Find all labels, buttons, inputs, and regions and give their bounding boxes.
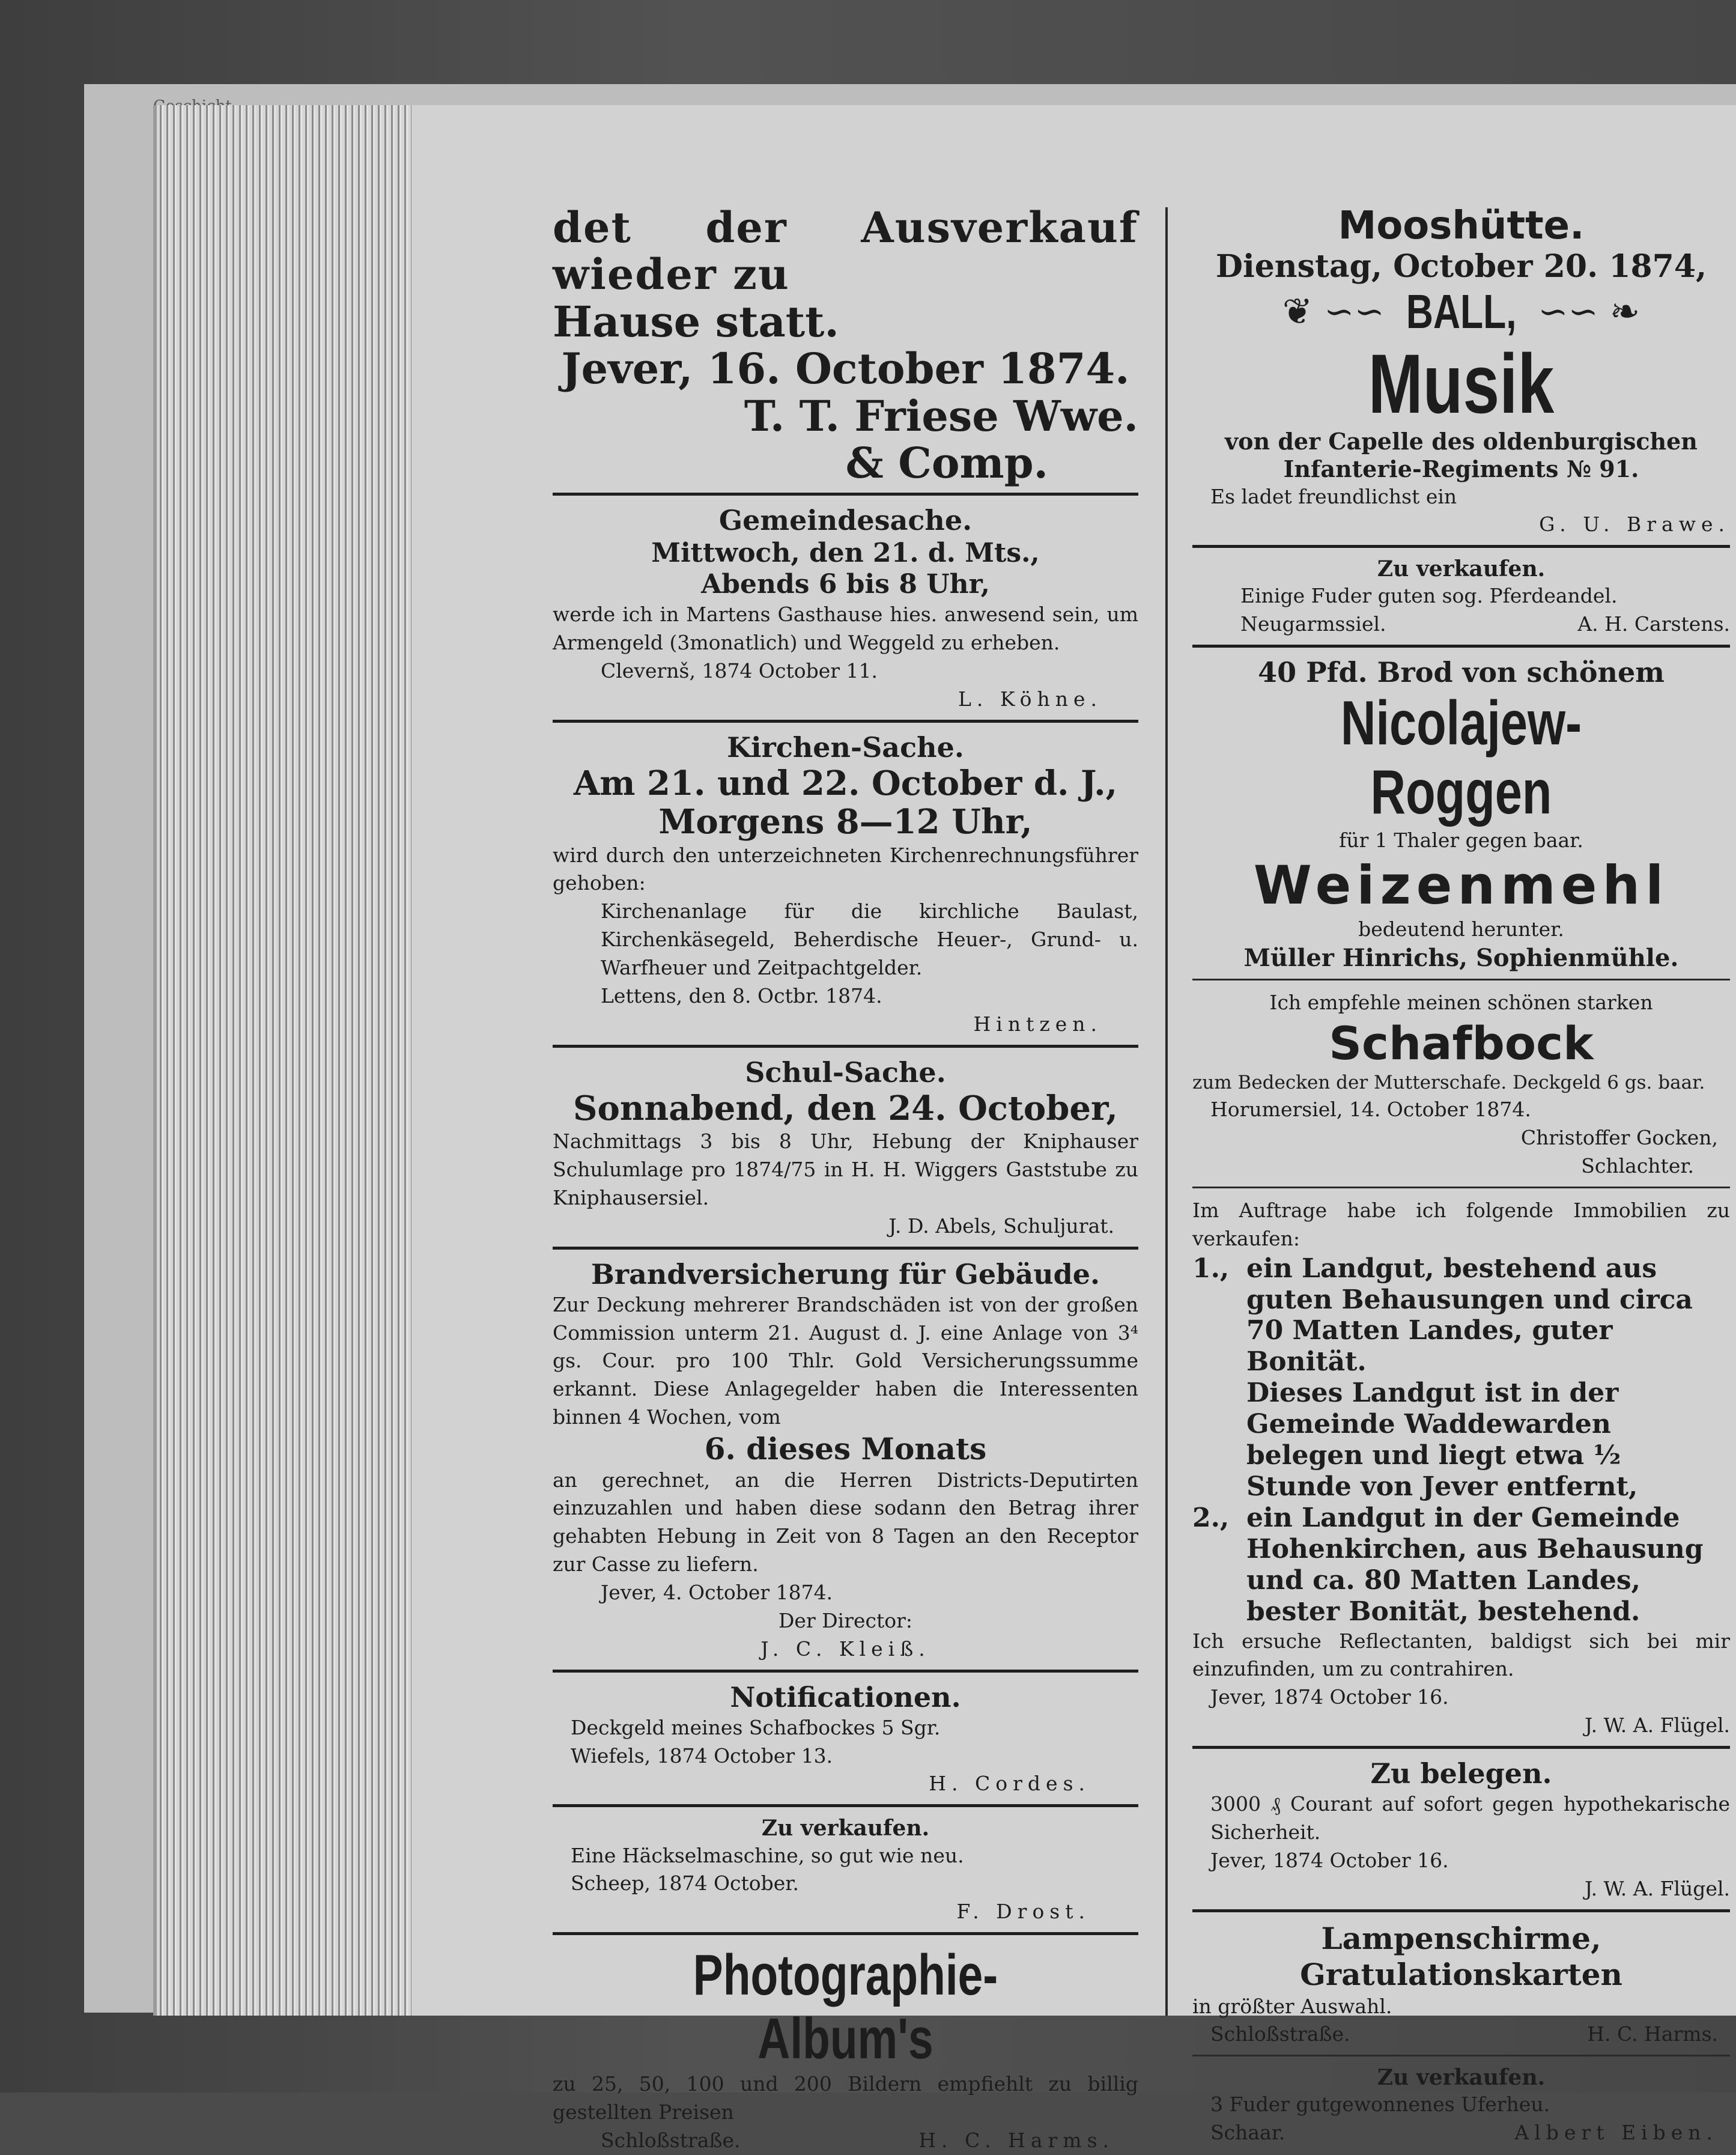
divider [1192, 1187, 1730, 1188]
left-column [553, 204, 1138, 2155]
roggen-line2: Nicolajew-Roggen [1340, 688, 1582, 827]
fuder-place: Neugarmssiel. [1240, 612, 1386, 636]
divider [1192, 1746, 1730, 1749]
divider [553, 1045, 1138, 1048]
immob-place: Jever, 1874 October 16. [1210, 1685, 1449, 1709]
kirchen-body1: wird durch den unterzeichneten Kirchenrechnungsführer gehoben: [553, 843, 1138, 895]
ufer-title: Zu verkaufen. [1377, 2065, 1546, 2091]
intro-date: Jever, 16. October 1874. [561, 344, 1130, 394]
roggen-line4: Weizenmehl [1253, 854, 1669, 917]
moos-sign: G. U. Brawe. [1539, 512, 1730, 536]
divider [1192, 545, 1730, 548]
gemeinde-place: Clevernš, 1874 October 11. [601, 658, 878, 682]
flourish-right-icon: ∽∽ ❧ [1538, 291, 1640, 333]
moos-line1: von der Capelle des oldenburgischen [1225, 428, 1698, 455]
belegen-sign: J. W. A. Flügel. [1585, 1876, 1730, 1900]
fuder-sign: A. H. Carstens. [1577, 612, 1730, 636]
photo-title: Photographie-Album's [693, 1943, 998, 2071]
brand-sign: J. C. Kleiß. [760, 1637, 930, 1661]
photo-footer [553, 2127, 1138, 2155]
notif-sign: H. Cordes. [929, 1772, 1090, 1796]
ufer-sign: Albert Eiben. [1514, 2121, 1718, 2145]
immob-body: Ich ersuche Reflectanten, baldigst sich bei mir einzufinden, um zu contrahiren. [1192, 1629, 1730, 1681]
book-page-edges [153, 105, 415, 2016]
roggen-line3: für 1 Thaler gegen baar. [1339, 828, 1583, 853]
brand-body1: Zur Deckung mehrerer Brandschäden ist von der großen Commission unterm 21. August d. J. eine Anlage von 3⁴ gs. Cour. pro 100 Thlr. Gold Versicherungssumme erkannt. Diese Anlagegelder haben die Interessenten binnen 4 Wochen, vom [553, 1292, 1138, 1429]
lampen-title1: Lampenschirme, [1321, 1920, 1601, 1956]
intro-sign1: T. T. Friese Wwe. [744, 391, 1138, 441]
schul-sign: J. D. Abels, Schuljurat. [888, 1214, 1114, 1238]
schafbock-line1: Ich empfehle meinen schönen starken [1269, 991, 1653, 1015]
immob-num1: 1., [1192, 1253, 1230, 1284]
ball-ornament [1192, 284, 1730, 339]
immob-item1b [1192, 1378, 1730, 1503]
photo-place: Schloßstraße. [601, 2129, 741, 2152]
intro-line1: det der Ausverkauf wieder zu [553, 202, 1138, 300]
newspaper-page [411, 105, 1736, 2152]
moos-date: Dienstag, October 20. 1874, [1215, 248, 1707, 285]
kirchen-place: Lettens, den 8. Octbr. 1874. [601, 983, 882, 1008]
gemeinde-line2: Abends 6 bis 8 Uhr, [701, 569, 990, 600]
lampen-place: Schloßstraße. [1210, 2022, 1350, 2046]
divider [553, 720, 1138, 723]
moos-invite: Es ladet freundlichst ein [1210, 484, 1457, 508]
schul-line1: Sonnabend, den 24. October, [573, 1088, 1118, 1128]
moos-line2: Infanterie-Regiments № 91. [1283, 455, 1639, 482]
gemeinde-sign: L. Köhne. [958, 687, 1102, 711]
intro-sign2: & Comp. [845, 437, 1048, 488]
verkauf-body: Eine Häckselmaschine, so gut wie neu. [571, 1843, 964, 1867]
ufer-footer [1192, 2119, 1730, 2147]
right-column [1192, 204, 1730, 2147]
notif-body: Deckgeld meines Schafbockes 5 Sgr. [571, 1715, 941, 1739]
moos-musik: Musik [1368, 336, 1555, 431]
schul-title: Schul-Sache. [745, 1056, 946, 1089]
divider [553, 1932, 1138, 1935]
immob-text1b: Dieses Landgut ist in der Gemeinde Waddewarden belegen und liegt etwa ½ Stunde von Jever entfernt, [1246, 1378, 1638, 1502]
belegen-title: Zu belegen. [1370, 1757, 1552, 1790]
immob-num2: 2., [1192, 1502, 1230, 1533]
schul-body: Nachmittags 3 bis 8 Uhr, Hebung der Kniphauser Schulumlage pro 1874/75 in H. H. Wiggers Gaststube zu Kniphausersiel. [553, 1129, 1138, 1209]
belegen-place: Jever, 1874 October 16. [1210, 1848, 1449, 1872]
roggen-sign: Müller Hinrichs, Sophienmühle. [1243, 944, 1679, 973]
divider [1192, 2055, 1730, 2056]
immob-sign: J. W. A. Flügel. [1585, 1713, 1730, 1737]
ufer-place: Schaar. [1210, 2121, 1285, 2145]
gemeinde-title: Gemeindesache. [718, 504, 973, 537]
divider [553, 1804, 1138, 1807]
verkauf-sign: F. Drost. [956, 1900, 1090, 1924]
kirchen-title: Kirchen-Sache. [727, 731, 964, 764]
lampen-body: in größter Auswahl. [1192, 1994, 1392, 2018]
schafbock-body: zum Bedecken der Mutterschafe. Deckgeld 6 gs. baar. [1192, 1072, 1705, 1094]
belegen-body: 3000 ₰ Courant auf sofort gegen hypothekarische Sicherheit. [1210, 1792, 1730, 1844]
moos-title: Mooshütte. [1338, 204, 1585, 248]
flourish-left-icon: ❦ ∽∽ [1282, 291, 1385, 333]
divider [553, 1247, 1138, 1250]
intro-line2: Hause statt. [553, 296, 839, 347]
immob-text1: ein Landgut, bestehend aus guten Behausungen und circa 70 Matten Landes, guter Bonität. [1246, 1253, 1693, 1378]
divider [553, 1670, 1138, 1673]
schafbock-sign2: Schlachter. [1581, 1154, 1694, 1178]
schafbock-sign1: Christoffer Gocken, [1520, 1126, 1718, 1150]
brand-place: Jever, 4. October 1874. [601, 1580, 833, 1604]
immob-intro: Im Auftrage habe ich folgende Immobilien zu verkaufen: [1192, 1198, 1730, 1250]
fuder-body: Einige Fuder guten sog. Pferdeandel. [1240, 584, 1618, 608]
moos-ball: BALL, [1406, 285, 1517, 339]
photo-sign: H. C. Harms. [918, 2129, 1114, 2152]
ufer-body: 3 Fuder gutgewonnenes Uferheu. [1210, 2093, 1550, 2117]
verkauf-title: Zu verkaufen. [761, 1816, 930, 1841]
roggen-line1: 40 Pfd. Brod von schönem [1258, 656, 1665, 689]
notif-place: Wiefels, 1874 October 13. [571, 1743, 833, 1767]
lampen-title2: Gratulationskarten [1300, 1956, 1622, 1992]
brand-body2: an gerechnet, an die Herren Districts-Deputirten einzuzahlen und haben diese sodann den Betrag ihrer gehabten Hebung in Zeit von 8 Tagen an den Receptor zur Casse zu liefern. [553, 1468, 1138, 1576]
divider [1192, 645, 1730, 648]
schafbock-place: Horumersiel, 14. October 1874. [1210, 1098, 1531, 1122]
lampen-sign: H. C. Harms. [1587, 2022, 1718, 2046]
divider [553, 493, 1138, 496]
immob-text2: ein Landgut in der Gemeinde Hohenkirchen, aus Behausung und ca. 80 Matten Landes, bester Bonität, bestehend. [1246, 1502, 1704, 1627]
fuder-title: Zu verkaufen. [1377, 556, 1546, 582]
kirchen-line1: Am 21. und 22. October d. J., [573, 763, 1118, 803]
immob-item2 [1192, 1503, 1730, 1628]
kirchen-sign: Hintzen. [973, 1012, 1102, 1036]
divider [1192, 979, 1730, 980]
kirchen-line2: Morgens 8—12 Uhr, [658, 802, 1033, 842]
lampen-footer [1192, 2020, 1730, 2049]
notif-title: Notificationen. [730, 1680, 961, 1713]
brand-line1: 6. dieses Monats [704, 1431, 987, 1467]
kirchen-body2: Kirchenanlage für die kirchliche Baulast, Kirchenkäsegeld, Beherdische Heuer-, Grund- u. Warfheuer und Zeitpachtgelder. [601, 899, 1138, 979]
column-divider [1165, 207, 1168, 2016]
photo-body: zu 25, 50, 100 und 200 Bildern empfiehlt zu billig gestellten Preisen [553, 2072, 1138, 2124]
roggen-line5: bedeutend herunter. [1358, 917, 1564, 941]
brand-director: Der Director: [778, 1608, 913, 1632]
immob-item1 [1192, 1253, 1730, 1378]
gemeinde-line1: Mittwoch, den 21. d. Mts., [651, 537, 1040, 568]
verkauf-place: Scheep, 1874 October. [571, 1871, 799, 1895]
fuder-footer [1192, 610, 1730, 639]
schafbock-title: Schafbock [1329, 1016, 1594, 1070]
divider [1192, 1909, 1730, 1912]
gemeinde-body: werde ich in Martens Gasthause hies. anwesend sein, um Armengeld (3monatlich) und Weggeld zu erheben. [553, 603, 1138, 654]
brand-title: Brandversicherung für Gebäude. [590, 1257, 1100, 1290]
